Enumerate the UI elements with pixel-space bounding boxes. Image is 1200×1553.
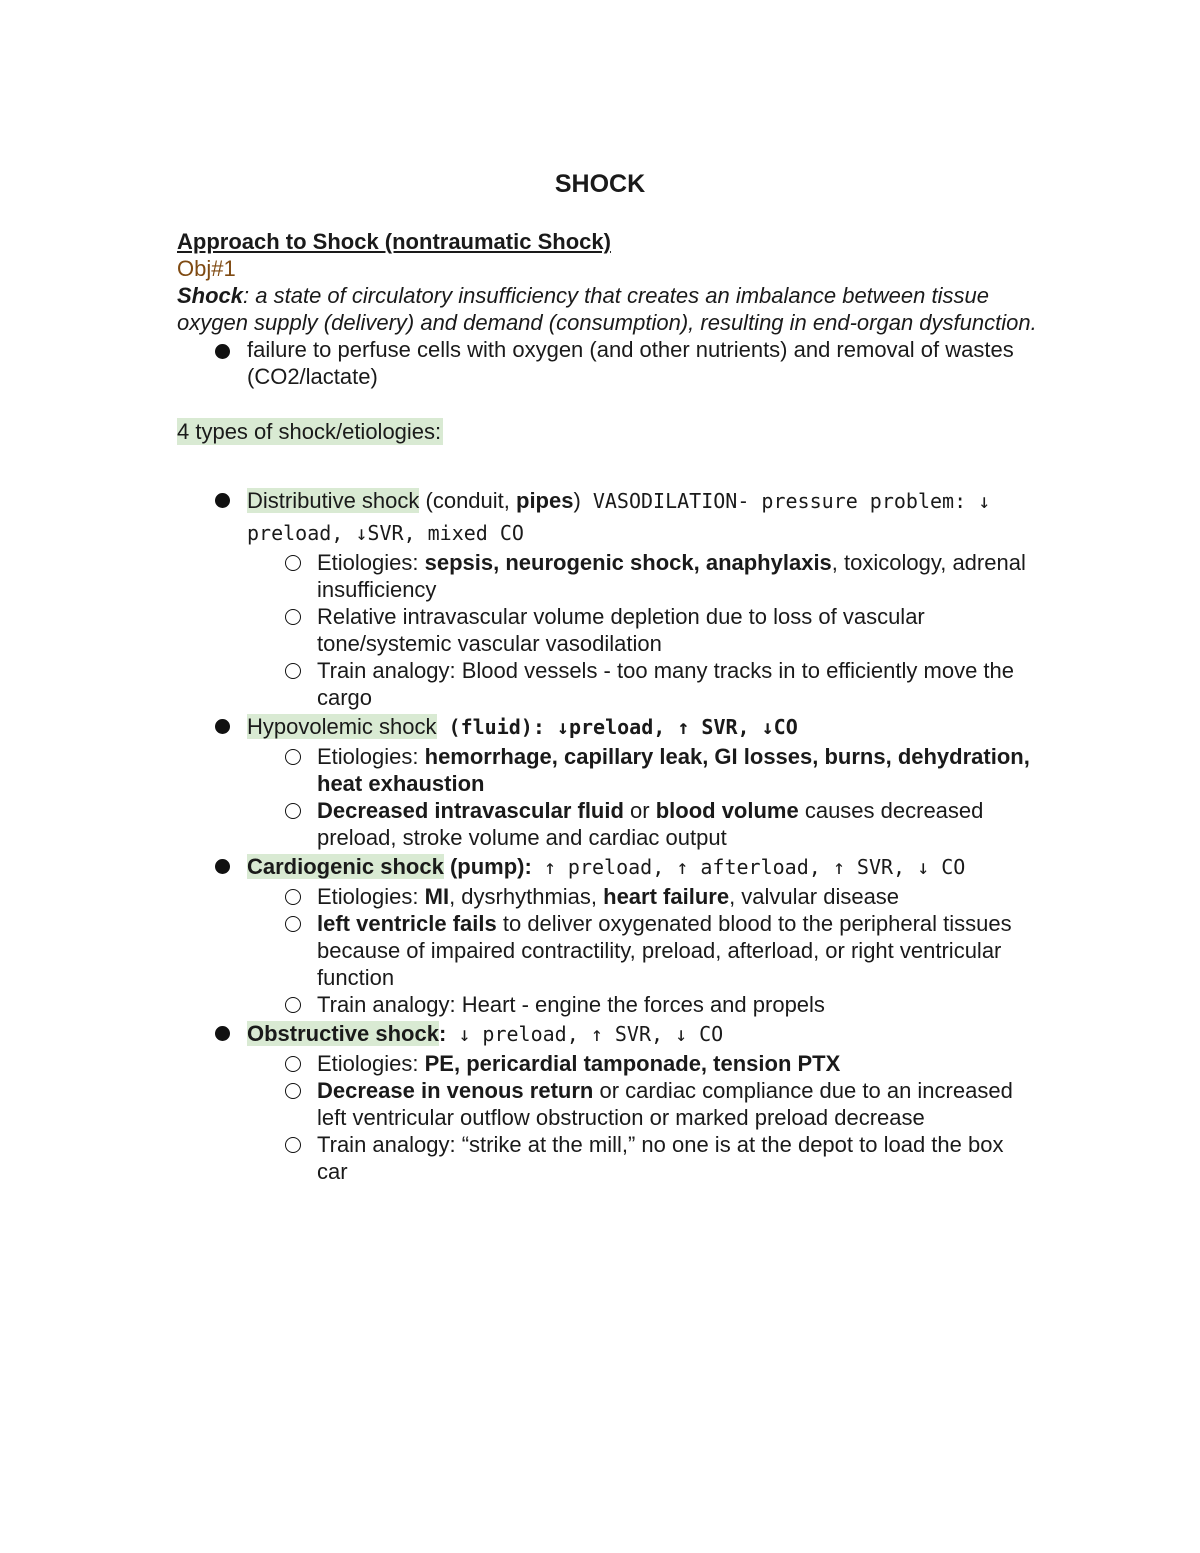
hemodynamics-text: ↓ preload, ↑ SVR, ↓ CO bbox=[446, 1022, 724, 1046]
etiologies-label: Etiologies: bbox=[317, 884, 425, 909]
disc-bullet-icon bbox=[215, 344, 230, 359]
list-item bbox=[177, 743, 1037, 797]
hemodynamics-text: ↑ preload, ↑ afterload, ↑ SVR, ↓ CO bbox=[531, 855, 966, 879]
circle-bullet-icon bbox=[285, 803, 301, 819]
sub-list bbox=[177, 1050, 1037, 1185]
shock-type-name: Cardiogenic shock bbox=[247, 854, 444, 879]
bold-text: Decrease in venous return bbox=[317, 1078, 594, 1103]
bold-text: left ventricle fails bbox=[317, 911, 497, 936]
definition-text: : a state of circulatory insufficiency that creates an imbalance between tissue oxygen supply (delivery) and demand (consumption), resulting in end-organ dysfunction. bbox=[177, 283, 1037, 335]
list-item bbox=[177, 991, 1037, 1018]
shock-type-heading bbox=[247, 485, 1037, 549]
etiologies-label: Etiologies: bbox=[317, 1051, 425, 1076]
sub-list bbox=[177, 743, 1037, 851]
etiologies-label: Etiologies: bbox=[317, 744, 425, 769]
etiologies-rest: , toxicology, adrenal insufficiency bbox=[317, 550, 1026, 602]
circle-bullet-icon bbox=[285, 609, 301, 625]
shock-type-heading bbox=[247, 851, 1037, 883]
list-item bbox=[177, 1077, 1037, 1131]
list-item-text: to deliver oxygenated blood to the peripheral tissues because of impaired contractility, preload, afterload, or right ventricular function bbox=[317, 911, 1012, 990]
hemodynamics-text: (fluid): ↓preload, ↑ SVR, ↓CO bbox=[436, 715, 798, 739]
circle-bullet-icon bbox=[285, 663, 301, 679]
disc-bullet-icon bbox=[215, 1026, 230, 1041]
circle-bullet-icon bbox=[285, 997, 301, 1013]
document-body bbox=[177, 228, 1037, 1185]
list-item-text: or bbox=[623, 798, 656, 823]
page-title: SHOCK bbox=[554, 170, 646, 198]
list-item bbox=[177, 1131, 1037, 1185]
etiologies-bold: sepsis, neurogenic shock, anaphylaxis bbox=[424, 550, 832, 575]
circle-bullet-icon bbox=[285, 749, 301, 765]
shock-type-colon: : bbox=[438, 1021, 447, 1046]
list-item-text: failure to perfuse cells with oxygen (and other nutrients) and removal of wastes (CO2/lactate) bbox=[247, 337, 1014, 389]
etiologies-bold: MI bbox=[424, 884, 450, 909]
shock-type-heading bbox=[247, 711, 1037, 743]
etiologies-mid: , dysrhythmias, bbox=[449, 884, 604, 909]
disc-bullet-icon bbox=[215, 719, 230, 734]
etiologies-bold: PE, pericardial tamponade, tension PTX bbox=[424, 1051, 841, 1076]
circle-bullet-icon bbox=[285, 1056, 301, 1072]
types-heading: 4 types of shock/etiologies: bbox=[177, 419, 442, 444]
sub-list bbox=[177, 549, 1037, 711]
etiologies-label: Etiologies: bbox=[317, 550, 425, 575]
hemodynamics-text: VASODILATION- pressure problem: ↓ preload, ↓SVR, mixed CO bbox=[247, 489, 991, 545]
list-item bbox=[177, 657, 1037, 711]
circle-bullet-icon bbox=[285, 916, 301, 932]
shock-definition bbox=[177, 282, 1037, 336]
shock-type-paren: (pump): bbox=[443, 854, 532, 879]
list-item bbox=[177, 883, 1037, 910]
shock-type-obstructive bbox=[177, 1018, 1037, 1185]
list-item bbox=[177, 336, 1037, 390]
shock-type-name: Obstructive shock bbox=[247, 1021, 439, 1046]
objective-label: Obj#1 bbox=[177, 256, 236, 281]
circle-bullet-icon bbox=[285, 555, 301, 571]
etiologies-bold: heart failure bbox=[603, 884, 730, 909]
shock-type-paren-close: ) bbox=[573, 488, 581, 513]
list-item bbox=[177, 910, 1037, 991]
list-item-text: Train analogy: Heart - engine the forces and propels bbox=[317, 992, 825, 1017]
list-item bbox=[177, 549, 1037, 603]
etiologies-rest: , valvular disease bbox=[729, 884, 900, 909]
shock-type-name: Hypovolemic shock bbox=[247, 714, 437, 739]
definition-term: Shock bbox=[177, 283, 244, 308]
shock-type-name: Distributive shock bbox=[247, 488, 420, 513]
list-item-text: or cardiac compliance due to an increased left ventricular outflow obstruction or marked preload decrease bbox=[317, 1078, 1013, 1130]
definition-list bbox=[177, 336, 1037, 390]
list-item-text: causes decreased preload, stroke volume and cardiac output bbox=[317, 798, 984, 850]
shock-type-cardiogenic bbox=[177, 851, 1037, 1018]
bold-text: blood volume bbox=[655, 798, 799, 823]
sub-list bbox=[177, 883, 1037, 1018]
list-item bbox=[177, 797, 1037, 851]
shock-type-distributive bbox=[177, 485, 1037, 711]
circle-bullet-icon bbox=[285, 1137, 301, 1153]
list-item-text: Relative intravascular volume depletion due to loss of vascular tone/systemic vascular vasodilation bbox=[317, 604, 925, 656]
etiologies-bold: hemorrhage, capillary leak, GI losses, burns, dehydration, heat exhaustion bbox=[317, 744, 1030, 796]
circle-bullet-icon bbox=[285, 889, 301, 905]
shock-type-heading bbox=[247, 1018, 1037, 1050]
shock-type-hypovolemic bbox=[177, 711, 1037, 851]
bold-text: Decreased intravascular fluid bbox=[317, 798, 624, 823]
circle-bullet-icon bbox=[285, 1083, 301, 1099]
disc-bullet-icon bbox=[215, 493, 230, 508]
list-item bbox=[177, 1050, 1037, 1077]
section-heading: Approach to Shock (nontraumatic Shock) bbox=[177, 229, 611, 254]
list-item bbox=[177, 603, 1037, 657]
disc-bullet-icon bbox=[215, 859, 230, 874]
shock-type-paren: (conduit, bbox=[419, 488, 516, 513]
list-item-text: Train analogy: Blood vessels - too many tracks in to efficiently move the cargo bbox=[317, 658, 1014, 710]
shock-type-paren-bold: pipes bbox=[516, 488, 574, 513]
list-item-text: Train analogy: “strike at the mill,” no one is at the depot to load the box car bbox=[317, 1132, 1004, 1184]
shock-types-list bbox=[177, 485, 1037, 1185]
